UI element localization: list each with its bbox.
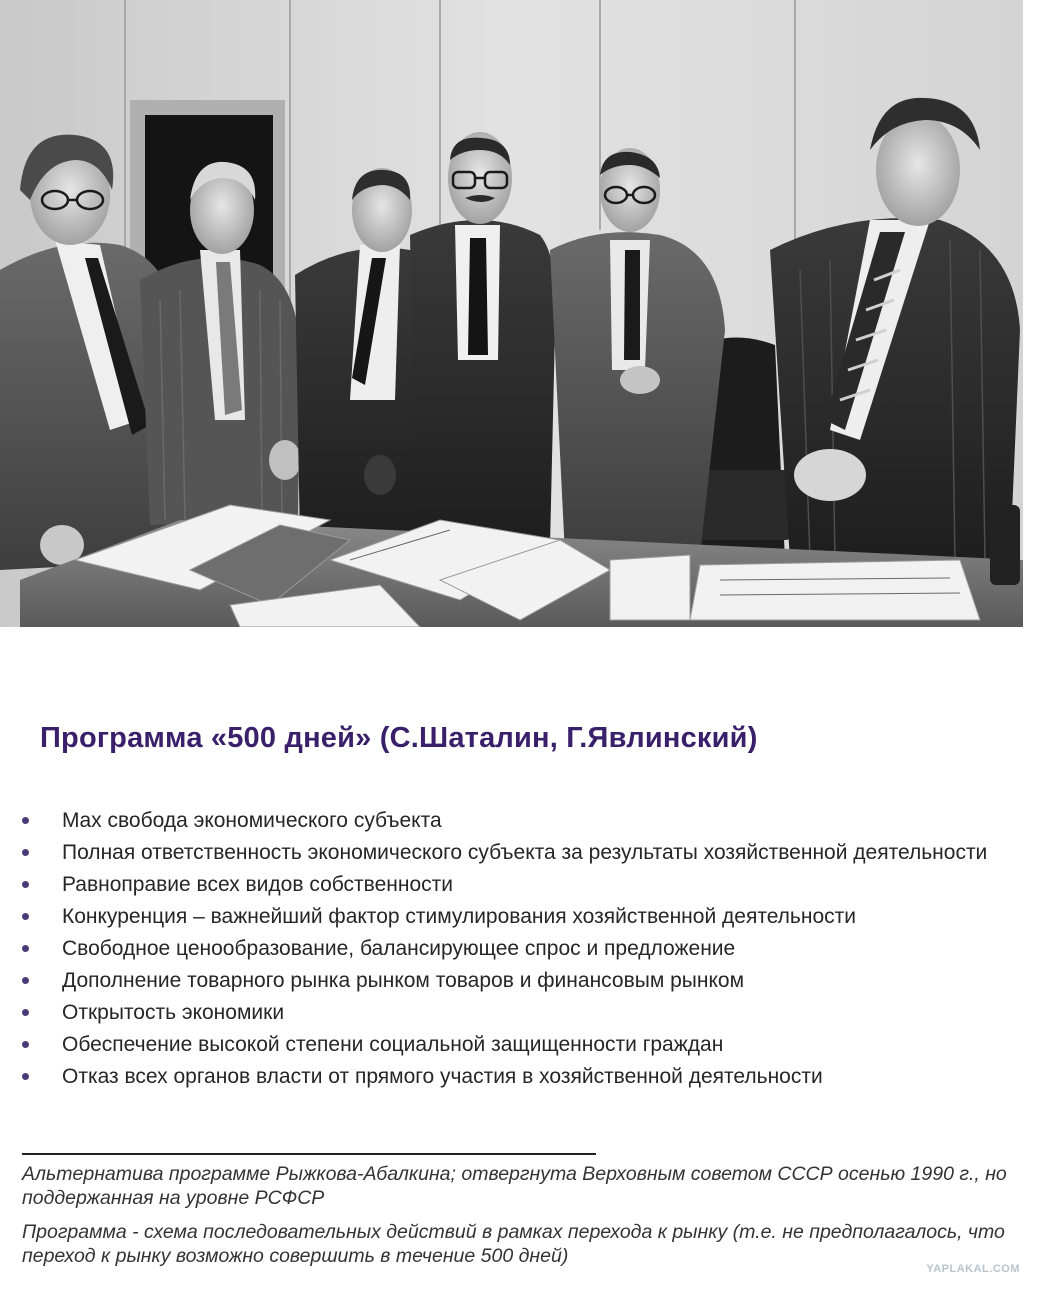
watermark: YAPLAKAL.COM — [926, 1263, 1020, 1275]
list-item — [18, 968, 1008, 994]
bullet-dot-icon — [22, 1009, 29, 1016]
list-item-text: Отказ всех органов власти от прямого участия в хозяйственной деятельности — [62, 1065, 823, 1088]
principles-list — [18, 808, 1008, 1096]
bullet-dot-icon — [22, 881, 29, 888]
group-photo-image — [0, 0, 1023, 627]
list-item — [18, 1000, 1008, 1026]
footnote-program: Программа - схема последовательных действий в рамках перехода к рынку (т.е. не предполагалось, что переход к рынку возможно совершить в течение 500 дней) — [22, 1221, 1005, 1267]
list-item-text: Равноправие всех видов собственности — [62, 873, 453, 896]
bullet-dot-icon — [22, 977, 29, 984]
list-item — [18, 936, 1008, 962]
list-item — [18, 904, 1008, 930]
list-item-text: Свободное ценообразование, балансирующее спрос и предложение — [62, 937, 736, 960]
list-item-text: Дополнение товарного рынка рынком товаров и финансовым рынком — [62, 969, 745, 992]
list-item — [18, 1064, 1008, 1090]
footnote-divider — [22, 1153, 596, 1155]
page-title: Программа «500 дней» (С.Шаталин, Г.Явлинский) — [40, 722, 758, 754]
bullet-dot-icon — [22, 1073, 29, 1080]
bullet-dot-icon — [22, 1041, 29, 1048]
bullet-dot-icon — [22, 817, 29, 824]
group-photo — [0, 0, 1023, 627]
list-item — [18, 840, 1008, 866]
list-item-text: Конкуренция – важнейший фактор стимулирования хозяйственной деятельности — [62, 905, 857, 928]
list-item-text: Открытость экономики — [62, 1001, 285, 1024]
bullet-dot-icon — [22, 849, 29, 856]
list-item — [18, 872, 1008, 898]
bullet-dot-icon — [22, 913, 29, 920]
list-item-text: Обеспечение высокой степени социальной защищенности граждан — [62, 1033, 724, 1056]
list-item-text: Полная ответственность экономического субъекта за результаты хозяйственной деятельности — [62, 841, 988, 864]
list-item-text: Max свобода экономического субъекта — [62, 809, 442, 832]
footnote-alternative: Альтернатива программе Рыжкова-Абалкина; отвергнута Верховным советом СССР осенью 1990 г., но поддержанная на уровне РСФСР — [22, 1163, 1007, 1209]
list-item — [18, 1032, 1008, 1058]
list-item — [18, 808, 1008, 834]
bullet-dot-icon — [22, 945, 29, 952]
